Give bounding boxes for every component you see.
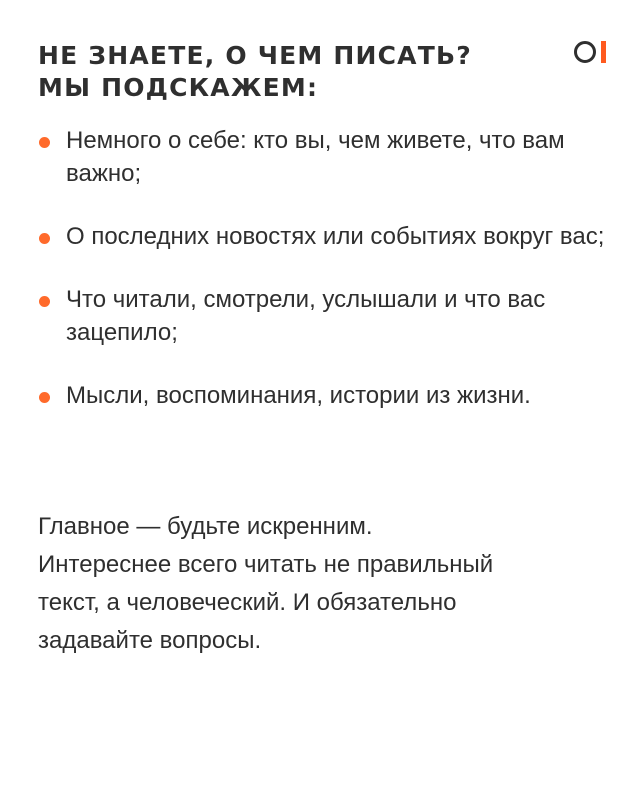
closing-line: Интереснее всего читать не правильный (38, 551, 494, 578)
closing-line: задавайте вопросы. (38, 627, 262, 654)
closing-line: Главное — будьте искренним. (38, 513, 373, 540)
closing-paragraph (38, 508, 608, 660)
logo-accent-bar (601, 41, 606, 63)
bullet-dot-icon (39, 392, 50, 403)
page-title (38, 40, 538, 104)
bullet-dot-icon (39, 137, 50, 148)
list-item-text: Мысли, воспоминания, истории из жизни. (66, 382, 531, 409)
list-item (38, 379, 608, 412)
topic-list (38, 124, 608, 442)
list-item (38, 124, 608, 190)
page-title-line-1: НЕ ЗНАЕТЕ, О ЧЕМ ПИСАТЬ? (38, 41, 472, 70)
logo-ring (574, 41, 596, 63)
closing-line: текст, а человеческий. И обязательно (38, 589, 457, 616)
list-item-text: Что читали, смотрели, услышали и что вас зацепило; (66, 286, 546, 346)
list-item (38, 283, 608, 349)
bullet-dot-icon (39, 233, 50, 244)
list-item-text: Немного о себе: кто вы, чем живете, что вам важно; (66, 127, 565, 187)
list-item-text: О последних новостях или событиях вокруг вас; (66, 223, 605, 250)
bullet-dot-icon (39, 296, 50, 307)
brand-logo-icon (574, 41, 610, 63)
page-title-line-2: МЫ ПОДСКАЖЕМ: (38, 73, 319, 102)
list-item (38, 220, 608, 253)
